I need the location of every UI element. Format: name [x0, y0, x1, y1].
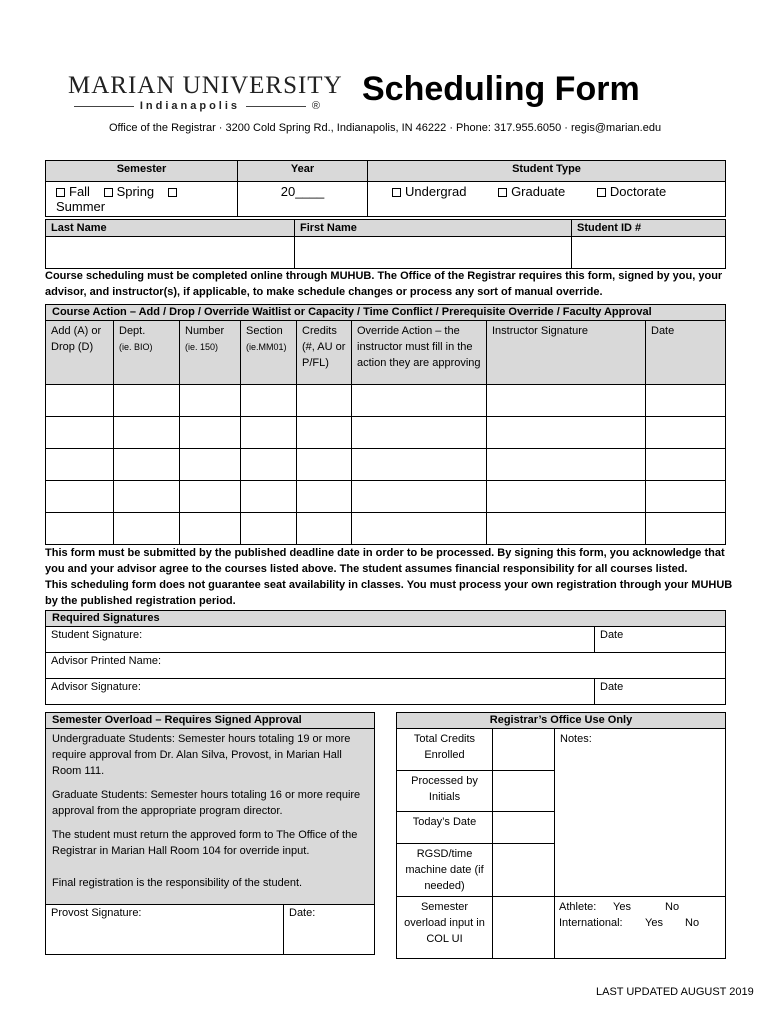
form-title: Scheduling Form: [362, 70, 640, 108]
semester-overload-label: Semester overload input in COL UI: [397, 897, 493, 959]
cell[interactable]: [46, 449, 114, 481]
cell[interactable]: [352, 513, 487, 545]
cell[interactable]: [114, 385, 180, 417]
overload-p1: Undergraduate Students: Semester hours totaling 19 or more require approval from Dr. Alan Silva, Provost, in Marian Hall Room 111.: [52, 733, 351, 777]
provost-signature-field[interactable]: Provost Signature:: [46, 905, 284, 955]
overload-p3: The student must return the approved form to The Office of the Registrar in Marian Hall Room 104 for override input.: [52, 829, 358, 857]
student-type-options: [368, 182, 726, 217]
spring-label: Spring: [116, 184, 155, 199]
col-override: Override Action – the instructor must fill in the action they are approving: [352, 321, 487, 385]
cell[interactable]: [114, 513, 180, 545]
cell[interactable]: [646, 417, 726, 449]
instructions-1: Course scheduling must be completed online through MUHUB. The Office of the Registrar requires this form, signed by you, your advisor, and instructor(s), if applicable, to make schedule changes or process any sort of manual override.: [45, 270, 723, 298]
cell[interactable]: [241, 513, 297, 545]
cell[interactable]: [241, 449, 297, 481]
office-line: Office of the Registrar · 3200 Cold Spring Rd., Indianapolis, IN 46222 · Phone: 317.955.6050 · regis@marian.edu: [108, 122, 662, 134]
course-table-title: Course Action – Add / Drop / Override Waitlist or Capacity / Time Conflict / Prerequisite Override / Faculty Approval: [46, 305, 726, 321]
cell[interactable]: [46, 385, 114, 417]
col-section-label: Section: [246, 325, 283, 337]
international-yes[interactable]: Yes: [645, 917, 663, 929]
overload-p2: Graduate Students: Semester hours totaling 16 or more require approval from the appropriate program director.: [52, 789, 361, 817]
registrar-title: Registrar’s Office Use Only: [397, 713, 726, 729]
graduate-label: Graduate: [511, 184, 566, 199]
overload-title: Semester Overload – Requires Signed Approval: [46, 713, 375, 729]
col-instructor: Instructor Signature: [487, 321, 646, 385]
cell[interactable]: [297, 417, 352, 449]
logo-sub-text: Indianapolis: [139, 100, 241, 112]
cell[interactable]: [180, 481, 241, 513]
undergrad-label: Undergrad: [405, 184, 467, 199]
cell[interactable]: [352, 481, 487, 513]
cell[interactable]: [180, 449, 241, 481]
cell[interactable]: [297, 513, 352, 545]
semester-options: [46, 182, 238, 217]
course-row: [46, 481, 726, 513]
cell[interactable]: [352, 417, 487, 449]
course-table: [45, 304, 726, 545]
course-row: [46, 385, 726, 417]
cell[interactable]: [646, 513, 726, 545]
year-field[interactable]: 20____: [238, 182, 368, 217]
graduate-checkbox[interactable]: [498, 188, 507, 197]
fall-label: Fall: [69, 184, 90, 199]
col-section: [241, 321, 297, 385]
cell[interactable]: [114, 481, 180, 513]
col-dept: [114, 321, 180, 385]
course-row: [46, 417, 726, 449]
logo-mark: ®: [311, 100, 321, 112]
advisor-signature-field[interactable]: Advisor Signature:: [46, 679, 595, 705]
cell[interactable]: [487, 417, 646, 449]
todays-date-label: Today’s Date: [397, 812, 493, 844]
cell[interactable]: [114, 417, 180, 449]
processed-by-field[interactable]: [493, 771, 555, 812]
notes-field[interactable]: Notes:: [555, 729, 726, 897]
col-section-example: (ie.MM01): [246, 342, 287, 352]
advisor-printed-name-field[interactable]: Advisor Printed Name:: [46, 653, 726, 679]
cell[interactable]: [241, 417, 297, 449]
cell[interactable]: [180, 385, 241, 417]
overload-body: [46, 729, 375, 905]
last-name-label: Last Name: [46, 220, 295, 237]
cell[interactable]: [180, 513, 241, 545]
signatures-table: [45, 610, 726, 705]
semester-table: [45, 160, 726, 217]
col-dept-example: (ie. BIO): [119, 342, 153, 352]
cell[interactable]: [352, 449, 487, 481]
col-date: Date: [646, 321, 726, 385]
cell[interactable]: [297, 449, 352, 481]
todays-date-field[interactable]: [493, 812, 555, 844]
athlete-label: Athlete:: [559, 901, 597, 913]
cell[interactable]: [241, 481, 297, 513]
cell[interactable]: [46, 417, 114, 449]
cell[interactable]: [487, 513, 646, 545]
signatures-title: Required Signatures: [46, 611, 726, 627]
cell[interactable]: [241, 385, 297, 417]
name-table: [45, 219, 726, 269]
first-name-field[interactable]: [295, 237, 572, 269]
cell[interactable]: [487, 481, 646, 513]
provost-date-field[interactable]: Date:: [284, 905, 375, 955]
spring-checkbox[interactable]: [104, 188, 113, 197]
student-type-header: Student Type: [368, 161, 726, 182]
cell[interactable]: [46, 513, 114, 545]
international-no[interactable]: No: [685, 917, 700, 929]
cell[interactable]: [487, 449, 646, 481]
athlete-yes[interactable]: Yes: [613, 901, 631, 913]
student-id-label: Student ID #: [572, 220, 726, 237]
student-id-field[interactable]: [572, 237, 726, 269]
cell[interactable]: [114, 449, 180, 481]
cell[interactable]: [297, 385, 352, 417]
cell[interactable]: [352, 385, 487, 417]
total-credits-label: Total Credits Enrolled: [397, 729, 493, 771]
course-row: [46, 513, 726, 545]
first-name-label: First Name: [295, 220, 572, 237]
course-row: [46, 449, 726, 481]
fall-checkbox[interactable]: [56, 188, 65, 197]
cell[interactable]: [646, 449, 726, 481]
year-header: Year: [238, 161, 368, 182]
processed-by-label: Processed by Initials: [397, 771, 493, 812]
instructions-2: This form must be submitted by the published deadline date in order to be processed. By signing this form, you acknowledge that you and your advisor agree to the courses listed above. The student assumes financial responsibility for all courses listed.: [45, 547, 725, 575]
student-signature-date[interactable]: Date: [595, 627, 726, 653]
cell[interactable]: [46, 481, 114, 513]
logo-main: MARIAN UNIVERSITY: [68, 72, 343, 99]
col-number-example: (ie. 150): [185, 342, 219, 352]
overload-table: [45, 712, 375, 955]
last-name-field[interactable]: [46, 237, 295, 269]
col-add-drop: Add (A) or Drop (D): [46, 321, 114, 385]
logo-sub: [68, 100, 320, 112]
international-label: International:: [559, 917, 623, 929]
undergrad-checkbox[interactable]: [392, 188, 401, 197]
cell[interactable]: [297, 481, 352, 513]
total-credits-field[interactable]: [493, 729, 555, 771]
registrar-table: [396, 712, 726, 959]
doctorate-checkbox[interactable]: [597, 188, 606, 197]
instructions-3: This scheduling form does not guarantee seat availability in classes. You must process your own registration through your MUHUB by the published registration period.: [45, 579, 733, 607]
summer-label: Summer: [56, 199, 106, 214]
rgsd-label: RGSD/time machine date (if needed): [397, 844, 493, 897]
col-credits: Credits (#, AU or P/FL): [297, 321, 352, 385]
athlete-international: [555, 897, 726, 959]
cell[interactable]: [646, 385, 726, 417]
cell[interactable]: [646, 481, 726, 513]
col-number-label: Number: [185, 325, 225, 337]
student-signature-field[interactable]: Student Signature:: [46, 627, 595, 653]
doctorate-label: Doctorate: [609, 184, 667, 199]
summer-checkbox[interactable]: [168, 188, 177, 197]
advisor-signature-date[interactable]: Date: [595, 679, 726, 705]
col-number: [180, 321, 241, 385]
rgsd-field[interactable]: [493, 844, 555, 897]
col-dept-label: Dept.: [119, 325, 146, 337]
cell[interactable]: [487, 385, 646, 417]
semester-header: Semester: [46, 161, 238, 182]
athlete-no[interactable]: No: [665, 901, 680, 913]
overload-p4: Final registration is the responsibility of the student.: [52, 877, 303, 889]
footer-updated: LAST UPDATED AUGUST 2019: [596, 986, 754, 998]
cell[interactable]: [180, 417, 241, 449]
semester-overload-field[interactable]: [493, 897, 555, 959]
